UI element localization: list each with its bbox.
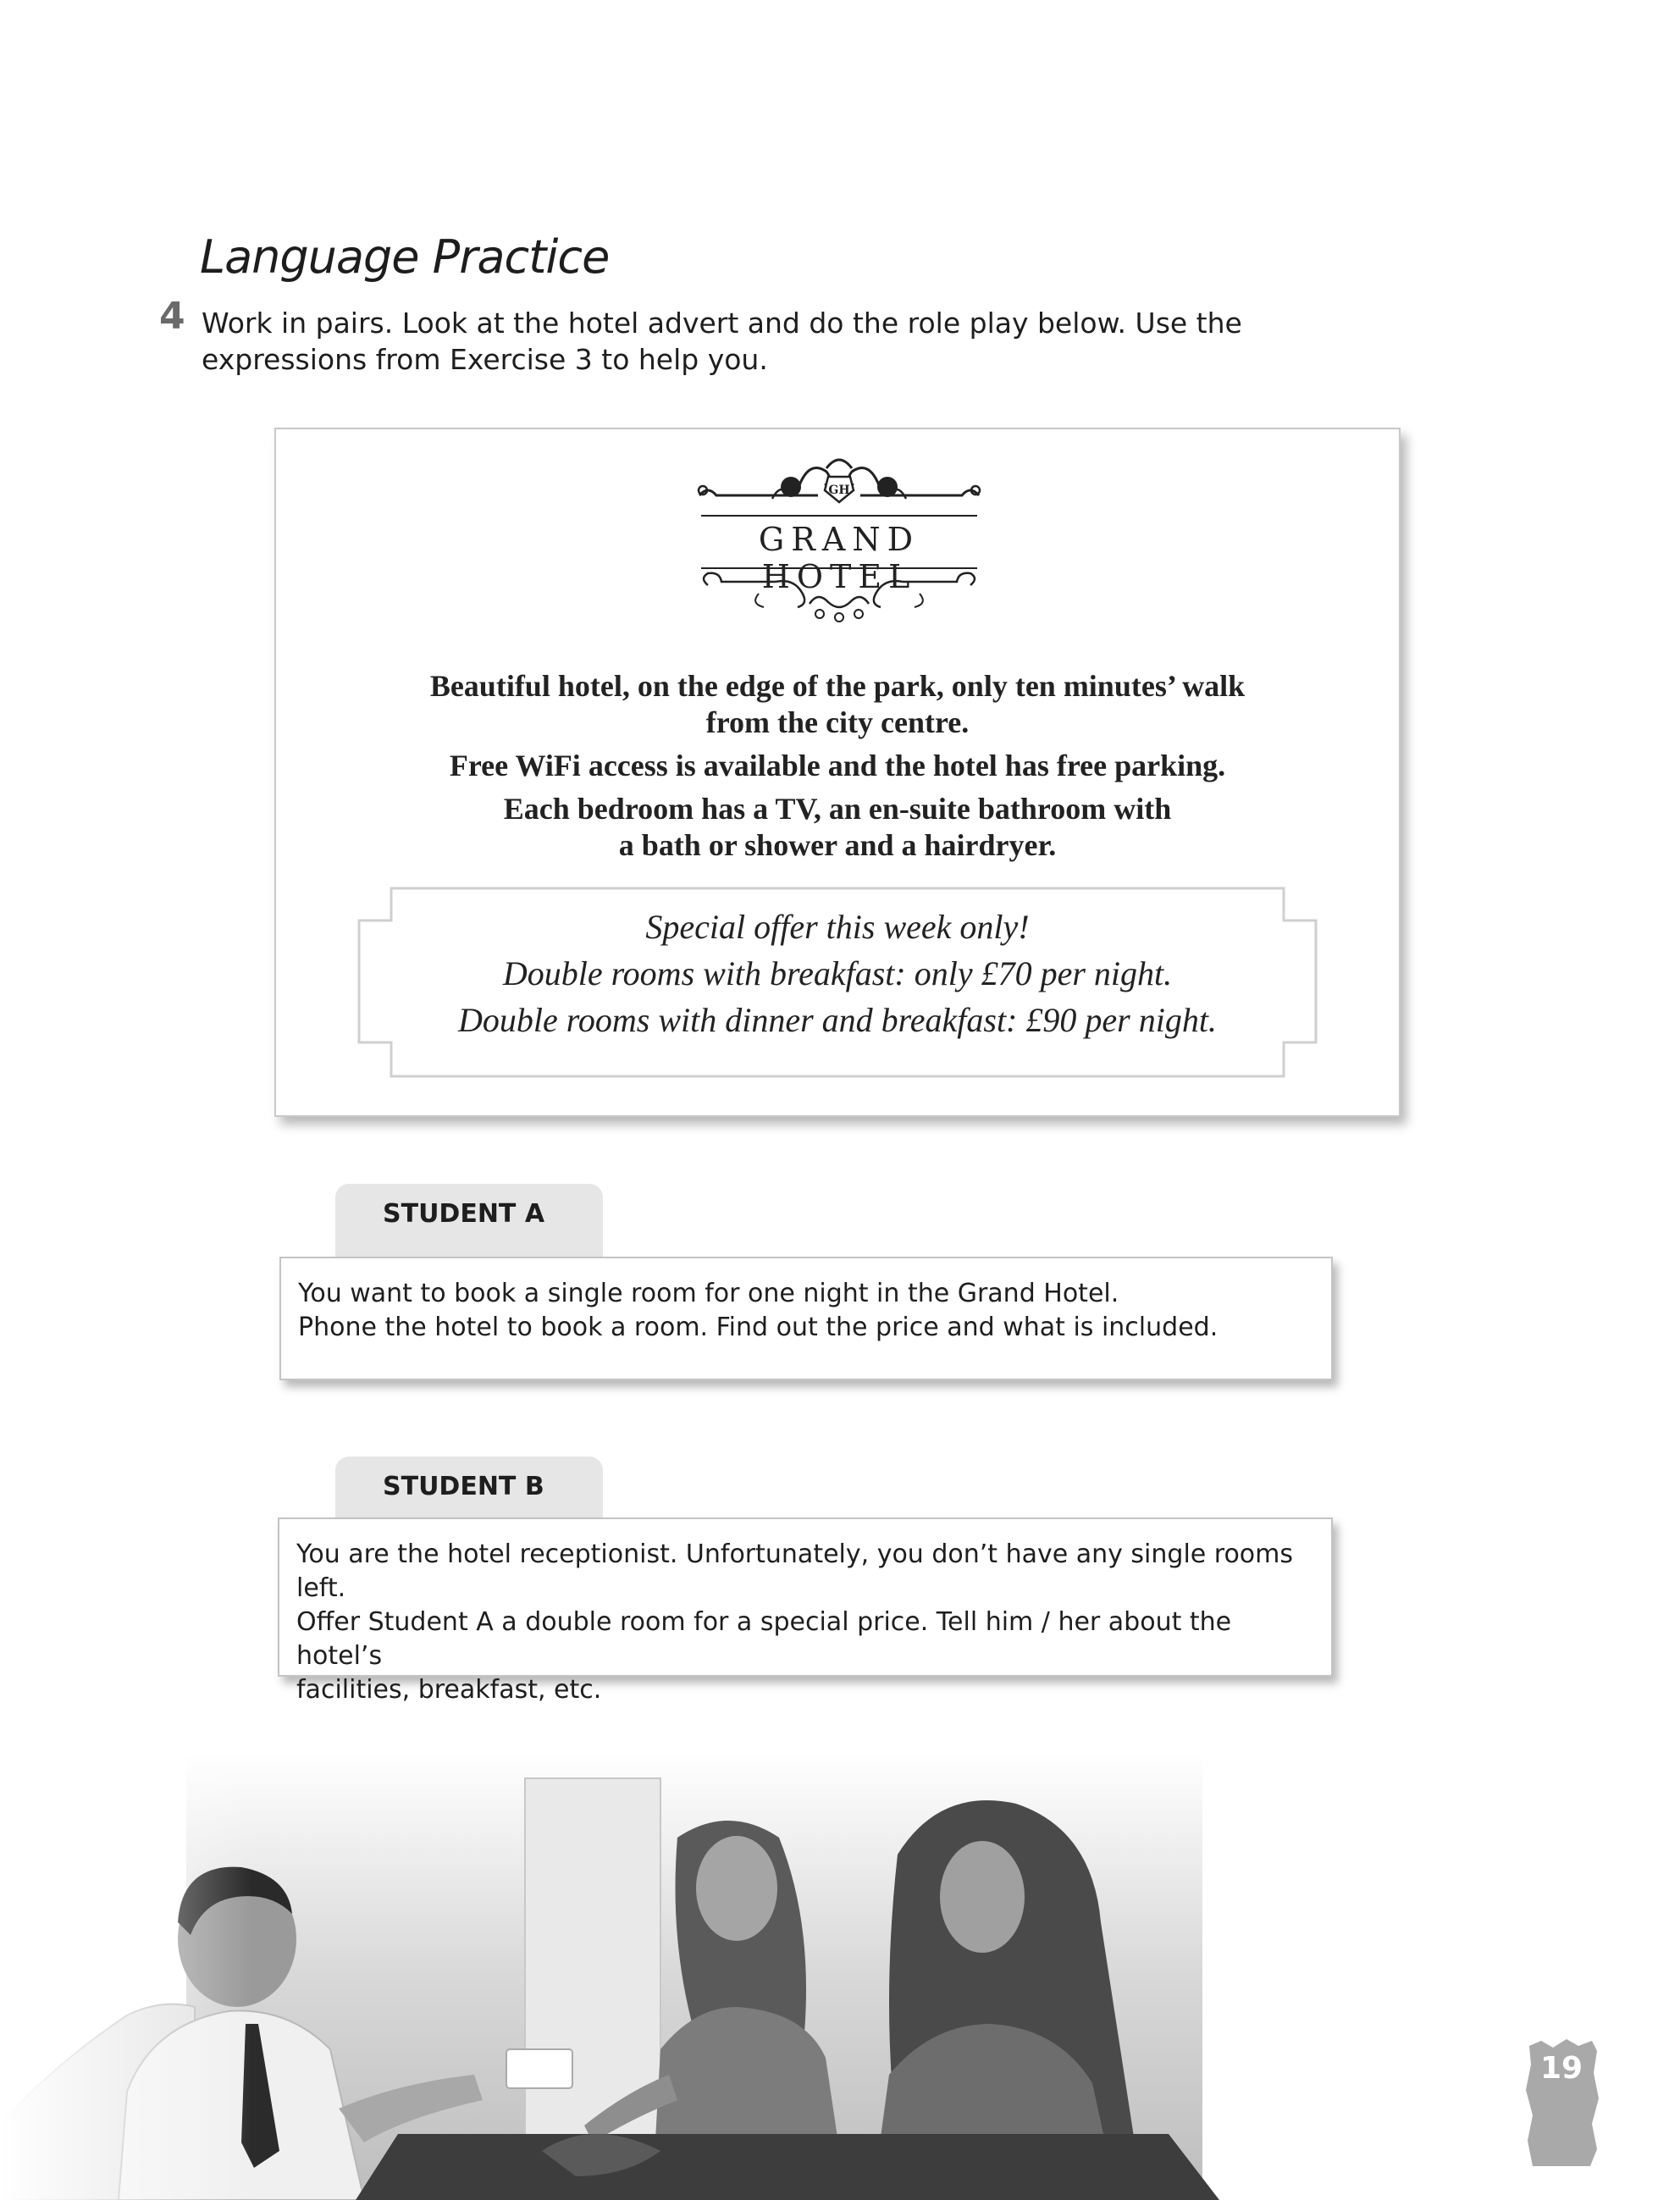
role-line: Phone the hotel to book a room. Find out the price and what is included.	[298, 1313, 1219, 1342]
logo-text: GRAND HOTEL	[758, 521, 920, 595]
role-line: You are the hotel receptionist. Unfortunately, you don’t have any single rooms left.	[296, 1539, 1294, 1603]
role-line: Offer Student A a double room for a special price. Tell him / her about the hotel’s	[296, 1607, 1232, 1671]
student-a-tab: STUDENT A	[335, 1184, 603, 1260]
exercise-number: 4	[159, 295, 185, 338]
exercise-instruction	[202, 305, 1285, 378]
reception-photo	[0, 1753, 1680, 2200]
role-line: You want to book a single room for one night in the Grand Hotel.	[298, 1279, 1119, 1308]
page-number: 19	[1539, 2051, 1583, 2086]
offer-line: Special offer this week only!	[645, 908, 1030, 946]
page-number-tab	[1524, 2039, 1599, 2166]
student-a-card	[279, 1257, 1333, 1380]
desc-line: from the city centre.	[705, 705, 970, 739]
advert-description	[276, 668, 1399, 871]
desc-line: a bath or shower and a hairdryer.	[618, 828, 1057, 862]
offer-line: Double rooms with dinner and breakfast: £90 per night.	[458, 1001, 1217, 1039]
offer-line: Double rooms with breakfast: only £70 per night.	[502, 954, 1173, 992]
hotel-advert	[274, 428, 1401, 1117]
desc-line: Beautiful hotel, on the edge of the park, only ten minutes’ walk	[429, 669, 1246, 703]
student-b-card	[278, 1517, 1333, 1705]
section-title: Language Practice	[200, 230, 610, 284]
special-offer	[357, 904, 1318, 1043]
desc-line: Free WiFi access is available and the hotel has free parking.	[449, 749, 1226, 782]
role-line: facilities, breakfast, etc.	[296, 1675, 602, 1705]
instruction-line: Work in pairs. Look at the hotel advert and do the role play below. Use the	[202, 307, 1242, 340]
logo-monogram: GH	[828, 484, 850, 497]
instruction-line: expressions from Exercise 3 to help you.	[202, 343, 768, 376]
hotel-logo	[691, 451, 987, 638]
desc-line: Each bedroom has a TV, an en-suite bathroom with	[503, 792, 1172, 826]
student-b-tab: STUDENT B	[335, 1457, 603, 1533]
